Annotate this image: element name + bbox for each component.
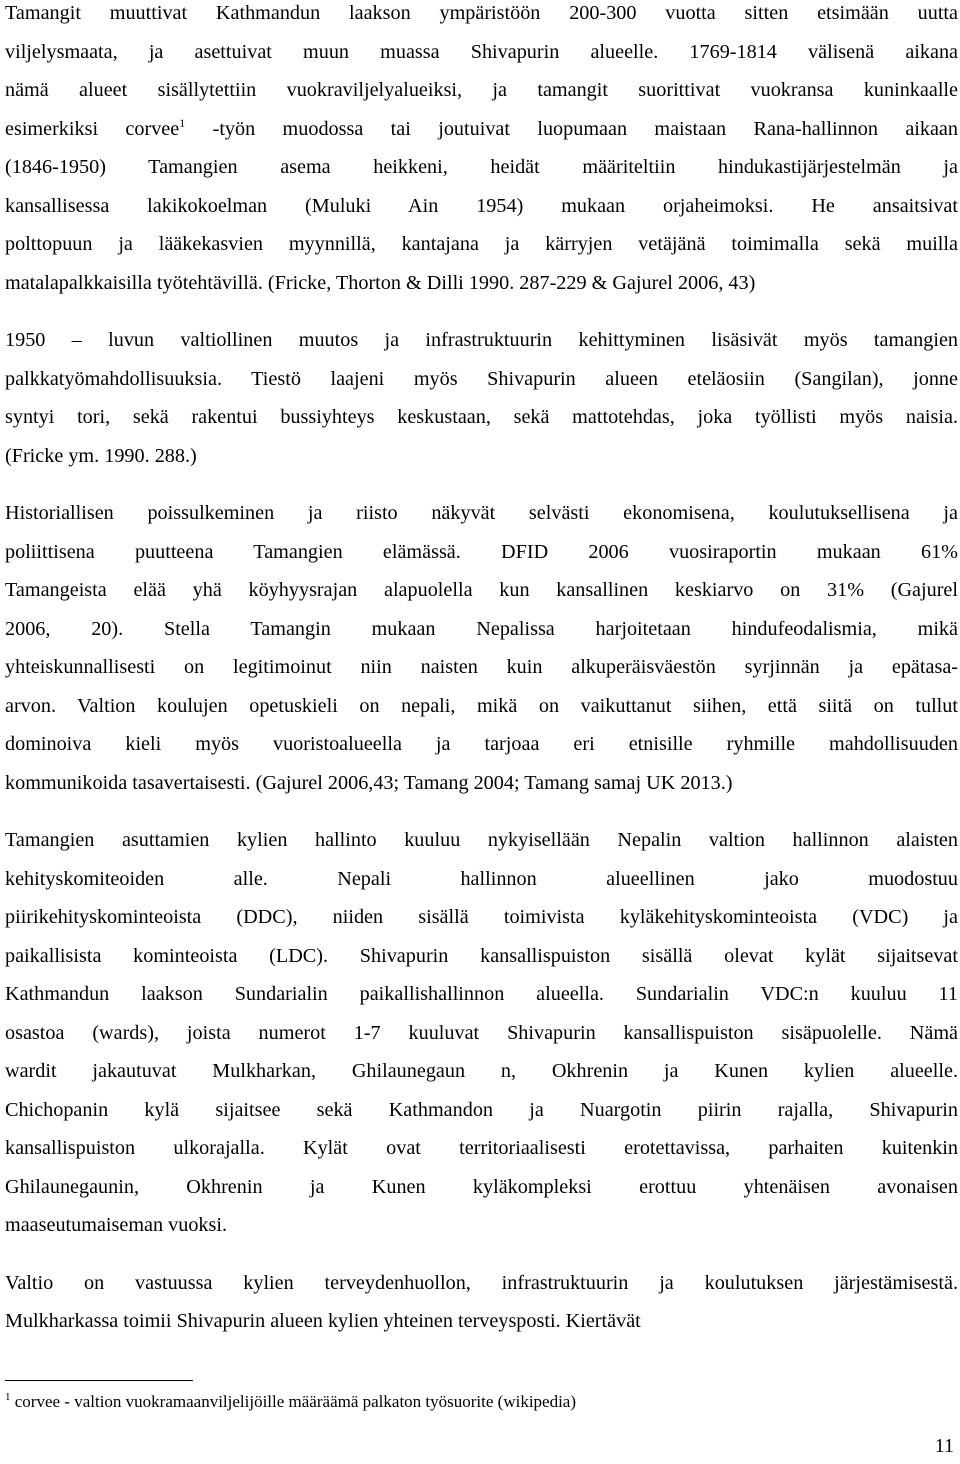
- line-text: osastoa (wards), joista numerot 1-7 kuuluvat Shivapurin kansallispuiston sisäpuolelle. Nämä: [5, 1021, 958, 1044]
- text-line: [5, 1020, 958, 1058]
- text-line: [5, 270, 958, 308]
- text-line: [5, 404, 958, 442]
- text-line: [5, 827, 958, 865]
- text-line: [5, 1174, 958, 1212]
- text-line: [5, 1270, 958, 1308]
- line-text: Ghilaunegaunin, Okhrenin ja Kunen kyläkompleksi erottuu yhtenäisen avonaisen: [5, 1175, 958, 1198]
- line-text: dominoiva kieli myös vuoristoalueella ja tarjoaa eri etnisille ryhmille mahdollisuuden: [5, 733, 958, 755]
- text-line: [5, 770, 958, 808]
- footnote-text: corvee - valtion vuokramaanviljelijöille määräämä palkaton työsuorite (wikipedia): [10, 1392, 577, 1411]
- line-text: kommunikoida tasavertaisesti. (Gajurel 2006,43; Tamang 2004; Tamang samaj UK 2013.): [5, 771, 733, 794]
- line-text: wardit jakautuvat Mulkharkan, Ghilaunegaun n, Okhrenin ja Kunen kylien alueelle.: [5, 1060, 958, 1082]
- text-line: [5, 943, 958, 981]
- text-line: [5, 443, 958, 481]
- page-number: 11: [934, 1435, 954, 1457]
- text-line: [5, 366, 958, 404]
- text-line: [5, 904, 958, 942]
- text-line: [5, 500, 958, 538]
- line-text: maaseutumaiseman vuoksi.: [5, 1214, 228, 1236]
- text-line: [5, 693, 958, 731]
- line-text: Chichopanin kylä sijaitsee sekä Kathmandon ja Nuargotin piirin rajalla, Shivapurin: [5, 1098, 958, 1121]
- line-text: palkkatyömahdollisuuksia. Tiestö laajeni myös Shivapurin alueen eteläosiin (Sangilan), jonne: [5, 367, 958, 390]
- document-page: [5, 0, 958, 1464]
- line-text: Valtio on vastuussa kylien terveydenhuollon, infrastruktuurin ja koulutuksen järjestämisestä.: [5, 1271, 958, 1294]
- line-text: kansallispuiston ulkorajalla. Kylät ovat territoriaalisesti erotettavissa, parhaiten kuitenkin: [5, 1137, 958, 1159]
- line-text: -työn muodossa tai joutuivat luopumaan maistaan Rana-hallinnon aikaan: [185, 117, 958, 140]
- text-line: [5, 539, 958, 577]
- text-line: [5, 0, 958, 38]
- line-text: Historiallisen poissulkeminen ja riisto näkyvät selvästi ekonomisena, koulutuksellisena ja: [5, 502, 958, 524]
- line-text: esimerkiksi corvee: [5, 117, 180, 140]
- text-line: [5, 1212, 958, 1250]
- line-text: (Fricke ym. 1990. 288.): [5, 444, 197, 467]
- line-text: viljelysmaata, ja asettuivat muun muassa Shivapurin alueelle. 1769-1814 välisenä aikana: [5, 40, 958, 63]
- line-text: arvon. Valtion koulujen opetuskieli on nepali, mikä on vaikuttanut siihen, että siitä on tullut: [5, 694, 958, 717]
- line-text: nämä alueet sisällytettiin vuokraviljelyalueiksi, ja tamangit suorittivat vuokransa kuninkaalle: [5, 79, 958, 101]
- text-line: [5, 1308, 958, 1346]
- text-line: [5, 154, 958, 192]
- text-line: [5, 193, 958, 231]
- text-line: [5, 731, 958, 769]
- line-text: Tamangeista elää yhä köyhyysrajan alapuolella kun kansallinen keskiarvo on 31% (Gajurel: [5, 579, 958, 601]
- line-text: piirikehityskominteoista (DDC), niiden sisällä toimivista kyläkehityskominteoista (VDC) ja: [5, 906, 958, 928]
- line-text: kansallisessa lakikokoelman (Muluki Ain 1954) mukaan orjaheimoksi. He ansaitsivat: [5, 194, 958, 217]
- text-line: [5, 39, 958, 77]
- text-line: [5, 866, 958, 904]
- text-line: [5, 616, 958, 654]
- footnote-separator: [5, 1380, 193, 1381]
- line-text: Kathmandun laakson Sundarialin paikallishallinnon alueella. Sundarialin VDC:n kuuluu 11: [5, 983, 958, 1005]
- footnote: [5, 1390, 958, 1414]
- line-text: (1846-1950) Tamangien asema heikkeni, heidät määriteltiin hindukastijärjestelmän ja: [5, 156, 958, 178]
- line-text: 1950 – luvun valtiollinen muutos ja infrastruktuurin kehittyminen lisäsivät myös tamangien: [5, 329, 958, 351]
- text-line: [5, 1097, 958, 1135]
- text-line: [5, 577, 958, 615]
- line-text: Tamangien asuttamien kylien hallinto kuuluu nykyisellään Nepalin valtion hallinnon alaisten: [5, 829, 958, 851]
- text-line: [5, 1135, 958, 1173]
- line-text: Tamangit muuttivat Kathmandun laakson ympäristöön 200-300 vuotta sitten etsimään uutta: [5, 2, 958, 24]
- line-text: poliittisena puutteena Tamangien elämässä. DFID 2006 vuosiraportin mukaan 61%: [5, 540, 958, 563]
- line-text: kehityskomiteoiden alle. Nepali hallinnon alueellinen jako muodostuu: [5, 867, 958, 890]
- text-line: [5, 981, 958, 1019]
- text-line: [5, 654, 958, 692]
- line-text: yhteiskunnallisesti on legitimoinut niin naisten kuin alkuperäisväestön syrjinnän ja epätasa-: [5, 656, 958, 678]
- line-text: matalapalkkaisilla työtehtävillä. (Fricke, Thorton & Dilli 1990. 287-229 & Gajurel 2006, 43): [5, 271, 756, 294]
- text-line: [5, 1058, 958, 1096]
- line-text: paikallisista kominteoista (LDC). Shivapurin kansallispuiston sisällä olevat kylät sijaitsevat: [5, 944, 958, 967]
- text-line: [5, 231, 958, 269]
- text-line: [5, 77, 958, 115]
- text-line: [5, 116, 958, 154]
- text-line: [5, 327, 958, 365]
- line-text: polttopuun ja lääkekasvien myynnillä, kantajana ja kärryjen vetäjänä toimimalla sekä muilla: [5, 233, 958, 255]
- line-text: 2006, 20). Stella Tamangin mukaan Nepalissa harjoitetaan hindufeodalismia, mikä: [5, 617, 958, 640]
- footnote-marker: 1: [5, 1391, 11, 1403]
- line-text: Mulkharkassa toimii Shivapurin alueen kylien yhteinen terveysposti. Kiertävät: [5, 1310, 641, 1332]
- footnote-reference: 1: [179, 115, 186, 130]
- line-text: syntyi tori, sekä rakentui bussiyhteys keskustaan, sekä mattotehdas, joka työllisti myös naisia.: [5, 406, 958, 428]
